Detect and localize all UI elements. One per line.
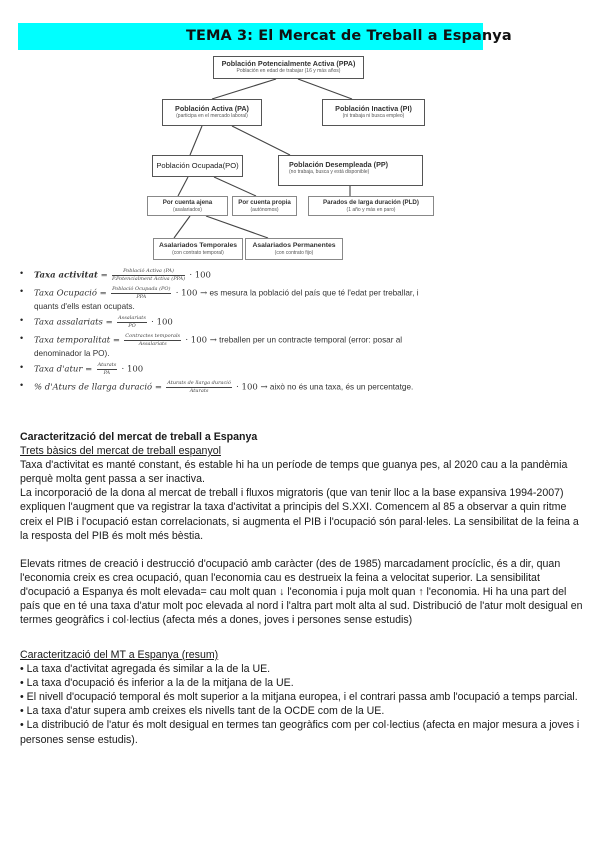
- pi-subtitle: (ni trabaja ni busca empleo): [342, 113, 405, 119]
- formula-item: • % d'Aturs de llarga duració = $\frac{\text{Aturats de llarga duració}}{\text{Aturats}}$ · 100 → això no és una taxa, és un percentatge.: [20, 380, 440, 395]
- section-summary: [20, 648, 588, 747]
- section-heading: Caracterització del mercat de treball a Espanya: [20, 431, 258, 443]
- multiplier: · 100: [189, 270, 211, 281]
- summary-bullet: • La distribució de l'atur és molt desigual en termes tan geogràfics com per col·lectius (afecta en major mesura a joves i persones sense estudis).: [20, 719, 580, 746]
- denominator: Aturats: [189, 388, 209, 394]
- permanentes-subtitle: (con contrato fijo): [274, 250, 314, 256]
- pa-title: Población Activa (PA): [175, 104, 249, 113]
- numerator: Població Ocupada (PO): [112, 286, 171, 292]
- formula-name: Taxa assalariats: [34, 317, 103, 328]
- section-characterization: [20, 430, 588, 627]
- ajena-box: [147, 196, 228, 216]
- pld-title: Parados de larga duración (PLD): [323, 199, 419, 206]
- formula-description: això no és una taxa, és un percentatge.: [269, 382, 414, 392]
- multiplier: · 100 →: [175, 288, 208, 299]
- formula-item: • Taxa d'atur = $\frac{\text{Aturats}}{PA}$ · 100: [20, 362, 440, 377]
- pi-box: [322, 99, 425, 126]
- ajena-title: Por cuenta ajena: [162, 199, 213, 206]
- formula-name: Taxa Ocupació: [34, 288, 97, 299]
- fraction: [117, 315, 147, 330]
- section-subheading: Caracterització del MT a Espanya (resum): [20, 649, 219, 661]
- formula-item: • Taxa temporalitat = $\frac{\text{Contractes temporals}}{\text{Assalariats}}$ · 100 → treballen per un contracte temporal (error: posar al denominador la PO).: [20, 333, 440, 359]
- multiplier: · 100 →: [185, 335, 217, 346]
- summary-bullet: • La taxa d'ocupació és inferior a la de la mitjana de la UE.: [20, 677, 294, 690]
- pld-subtitle: (1 año y más en paro): [346, 207, 396, 213]
- permanentes-title: Asalariados Permanentes: [252, 242, 336, 249]
- temporales-title: Asalariados Temporales: [158, 242, 238, 249]
- diagram-connectors: [0, 0, 600, 270]
- denominator: P.Potencialment Activa (PPA): [112, 276, 186, 282]
- denominator: Assalariats: [138, 341, 167, 347]
- denominator: PPA: [136, 294, 147, 300]
- formula-description: es mesura la població del país que té l'edat per treballar, i quants d'ells estan ocupats.: [34, 288, 419, 311]
- multiplier: · 100: [151, 317, 173, 328]
- formula-description: treballen per un contracte temporal (error: posar al denominador la PO).: [34, 335, 403, 358]
- page-title: TEMA 3: El Mercat de Treball a Espanya: [186, 28, 512, 44]
- denominator: PO: [128, 323, 136, 329]
- formula-list: [20, 268, 440, 398]
- multiplier: · 100 →: [236, 382, 268, 393]
- fraction: [97, 362, 118, 377]
- labor-market-diagram: [0, 0, 600, 270]
- formula-name: Taxa temporalitat: [34, 335, 111, 346]
- pa-subtitle: (participa en el mercado laboral): [176, 113, 248, 119]
- propia-subtitle: (autónomos): [250, 207, 279, 213]
- ppa-box: [213, 56, 364, 79]
- denominator: PA: [103, 370, 111, 376]
- pp-subtitle: (no trabaja, busca y está disponible): [289, 169, 370, 175]
- pi-title: Población Inactiva (PI): [335, 104, 412, 113]
- formula-name: Taxa activitat: [34, 270, 98, 281]
- propia-box: [232, 196, 297, 216]
- fraction: [111, 286, 171, 301]
- po-box: [152, 155, 243, 177]
- paragraph: Elevats ritmes de creació i destrucció d'ocupació amb caràcter (des de 1985) marcadament procíclic, és a dir, quan l'economia creix es crea ocupació, quan l'economia cau es destrueix la feina a velocitat superior. La sensibilitat d'ocupació a Espanya és molt elevada= cau molt quan ↓ l'economia i puja molt quan ↑ l'economia. Hi ha una part del país que en té una taxa d'atur molt poc elevada al nord i l'altra part molt alta al sud. Distribució de l'atur molt desigual en termes geogràfics i col·lectius (afecta més a dones, joves i persones sense estudis): [20, 557, 583, 627]
- formula-item: • Taxa activitat = $\frac{\text{Població Activa (PA)}}{\text{P.Potencialment Activa (PPA)}}$ · 100: [20, 268, 440, 283]
- numerator: Aturats de llarga duració: [167, 380, 231, 386]
- ppa-subtitle: Población en edad de trabajar (16 y más años): [236, 68, 341, 74]
- numerator: Població Activa (PA): [112, 268, 185, 276]
- formula-name: Taxa d'atur: [34, 364, 83, 375]
- summary-bullet: • La taxa d'activitat agregada és similar a la de la UE.: [20, 663, 271, 676]
- paragraph: La incorporació de la dona al mercat de treball i fluxos migratoris (que van tenir lloc a la base expansiva 1994-2007) expliquen l'augment que va registrar la taxa d'activitat a principis del S.XXI. Comencem al 85 a observar a quin ritme creix el PIB i l'ocupació estan correlacionats, si augmenta el PIB i l'ocupació són paral·leles. La sensibilitat de la feina a la resposta del PIB és molt més bèstia.: [20, 487, 579, 542]
- summary-bullet: • La taxa d'atur supera amb creixes els nivells tant de la OCDE com de la UE.: [20, 705, 385, 718]
- ajena-subtitle: (asalariados): [173, 207, 202, 213]
- summary-bullet: • El nivell d'ocupació temporal és molt superior a la mitjana europea, i el contrari passa amb l'ocupació a temps parcial.: [20, 691, 578, 704]
- propia-title: Por cuenta propia: [238, 199, 291, 206]
- pp-box: [278, 155, 423, 186]
- po-title: Población Ocupada(PO): [156, 161, 239, 170]
- formula-item: • Taxa Ocupació = $\frac{\text{Població Ocupada (PO)}}{\text{PPA}}$ · 100 → es mesura la població del país que té l'edat per treballar, i quants d'ells estan ocupats.: [20, 286, 440, 312]
- ppa-title: Población Potencialmente Activa (PPA): [221, 59, 356, 68]
- temporales-box: [153, 238, 243, 260]
- permanentes-box: [245, 238, 343, 260]
- formula-item: • Taxa assalariats = $\frac{\text{Assalariats}}{PO}$ · 100: [20, 315, 440, 330]
- pa-box: [162, 99, 262, 126]
- numerator: Assalariats: [118, 315, 146, 321]
- fraction: [124, 333, 181, 348]
- fraction: [166, 380, 232, 395]
- paragraph: Taxa d'activitat es manté constant, és estable hi ha un període de temps que guanya pes, al 2020 cau a la pandèmia perquè molta gent passa a ser inactiva.: [20, 459, 568, 486]
- fraction: [112, 268, 185, 283]
- numerator: Contractes temporals: [125, 333, 181, 339]
- multiplier: · 100: [121, 364, 144, 375]
- numerator: Aturats: [97, 362, 117, 368]
- section-subheading: Trets bàsics del mercat de treball espanyol: [20, 445, 221, 458]
- formula-name: % d'Aturs de llarga duració: [34, 382, 153, 393]
- pp-title: Población Desempleada (PP): [289, 160, 389, 169]
- pld-box: [308, 196, 434, 216]
- temporales-subtitle: (con contrato temporal): [172, 250, 224, 256]
